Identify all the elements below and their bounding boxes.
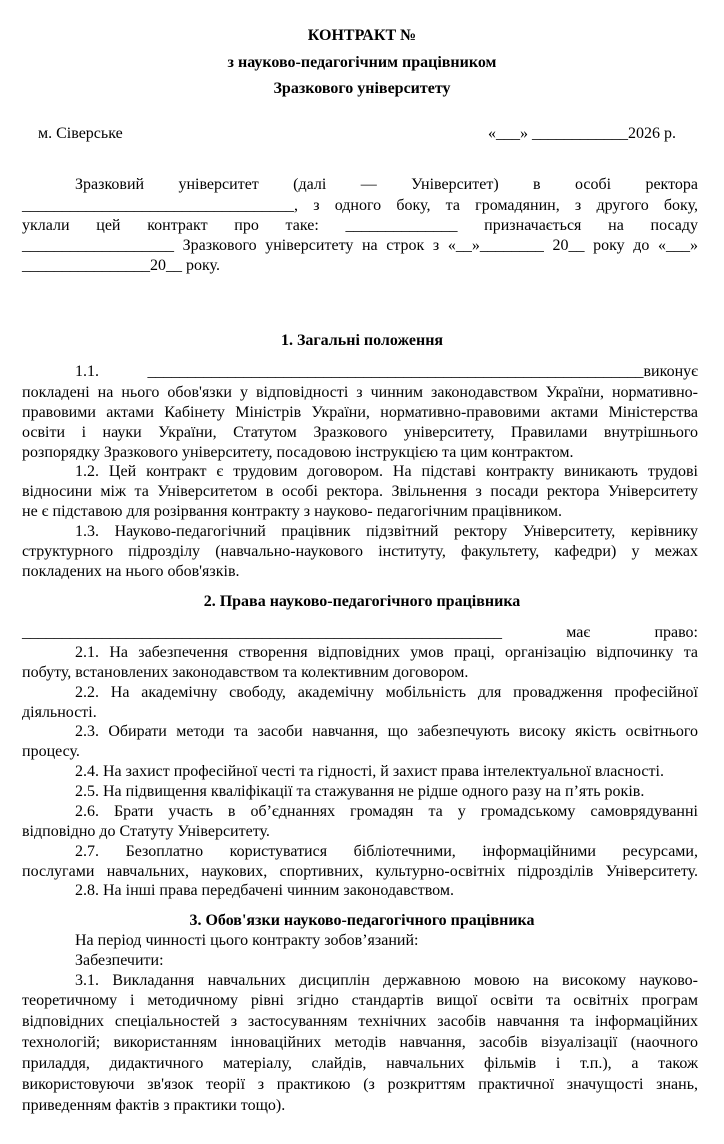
section-2-line: ____________________________________________________________ має право: [22,624,698,641]
section-3-line: технологій; використанням інноваційних методів навчання, засобів візуалізації (наочного [22,1034,698,1051]
section-2-title: 2. Права науково-педагогічного працівника [203,593,521,610]
place: м. Сіверське [38,125,123,142]
section-1-line: розпорядку Зразкового університету, посадовою інструкцією та цим контрактом. [22,444,574,461]
section-2-line: 2.8. На інші права передбачені чинним законодавством. [75,882,454,899]
section-3-line: приладдя, дидактичного матеріалу, слайдів, навчальних фільмів і т.п.), а також [22,1055,698,1072]
section-3-line: Забезпечити: [75,952,164,969]
contract-subtitle-2: Зразкового університету [273,80,451,97]
section-2-line: послугами навчальних, наукових, спортивних, культурно-освітніх підрозділів Університету. [22,863,698,880]
section-2-line: побуту, встановлених законодавством та колективним договором. [22,664,469,681]
date: «___» ____________2026 р. [488,125,676,142]
section-2-line: 2.5. На підвищення кваліфікації та стажування не рідше одного разу на п’ять років. [75,783,645,800]
section-2-line: відповідно до Статуту Університету. [22,823,270,840]
section-1-line: не є підставою для розірвання контракту з науково- педагогічним працівником. [22,503,563,520]
intro-line: ________________20__ року. [22,257,220,274]
section-3-line: використовуючи зв'язок теорії з практикою (з розкриттям практичної значущості знань, [22,1076,698,1093]
section-3-line: приведенням фактів з практики тощо). [22,1097,286,1114]
section-1-line: правовими актами Кабінету Міністрів України, нормативно-правовими актами Міністерства [22,404,698,421]
section-3-line: На період чинності цього контракту зобов’язаний: [75,932,419,949]
section-1-line: 1.1. ______________________________________________________________виконує [75,363,698,380]
section-1-title: 1. Загальні положення [280,332,444,349]
section-2-line: процесу. [22,743,80,760]
section-1-line: покладених на нього обов'язків. [22,563,240,580]
section-2-line: 2.7. Безоплатно користуватися бібліотечними, інформаційними ресурсами, [75,843,698,860]
section-2-line: діяльності. [22,704,97,721]
section-1-line: 1.2. Цей контракт є трудовим договором. На підставі контракту виникають трудові [75,463,698,480]
section-3-line: теоретичному і методичному рівні згідно стандартів вищої освіти та освітніх програм [22,992,698,1009]
intro-line: уклали цей контракт про таке: ______________ призначається на посаду [22,217,698,234]
section-1-line: відносини між та Університетом в особі ректора. Звільнення з посади ректора Університету [22,483,698,500]
section-2-line: 2.2. На академічну свободу, академічну мобільність для провадження професійної [75,684,698,701]
contract-title: КОНТРАКТ № [307,27,417,44]
section-1-line: покладені на нього обов'язки у відповідності з чинним законодавством України, нормативно- [22,384,698,401]
section-2-line: 2.3. Обирати методи та засоби навчання, що забезпечують високу якість освітнього [75,723,698,740]
intro-line: __________________________________, з одного боку, та громадянин, з другого боку, [22,197,698,214]
section-1-line: 1.3. Науково-педагогічний працівник підзвітний ректору Університету, керівнику [75,523,698,540]
section-3-line: відповідних спеціальностей з застосуванням технічних засобів навчання та інформаційних [22,1013,698,1030]
intro-line: Зразковий університет (далі — Університет) в особі ректора [75,176,698,193]
section-3-title: 3. Обов'язки науково-педагогічного працівника [189,912,535,929]
section-2-line: 2.4. На захист професійної честі та гідності, й захист права інтелектуальної власності. [75,763,664,780]
section-2-line: 2.1. На забезпечення створення відповідних умов праці, організацію відпочинку та [75,644,698,661]
contract-subtitle-1: з науково-педагогічним працівником [227,54,497,71]
section-1-line: освіти і науки України, Статутом Зразкового університету, Правилами внутрішнього [22,424,698,441]
section-1-line: структурного підрозділу (навчально-наукового інституту, факультету, кафедри) у межах [22,543,698,560]
section-3-line: 3.1. Викладання навчальних дисциплін державною мовою на високому науково- [75,972,698,989]
section-2-line: 2.6. Брати участь в об’єднаннях громадян та у громадському самоврядуванні [75,803,698,820]
intro-line: ___________________ Зразкового університету на строк з «__»________ 20__ року до «___» [22,237,698,254]
